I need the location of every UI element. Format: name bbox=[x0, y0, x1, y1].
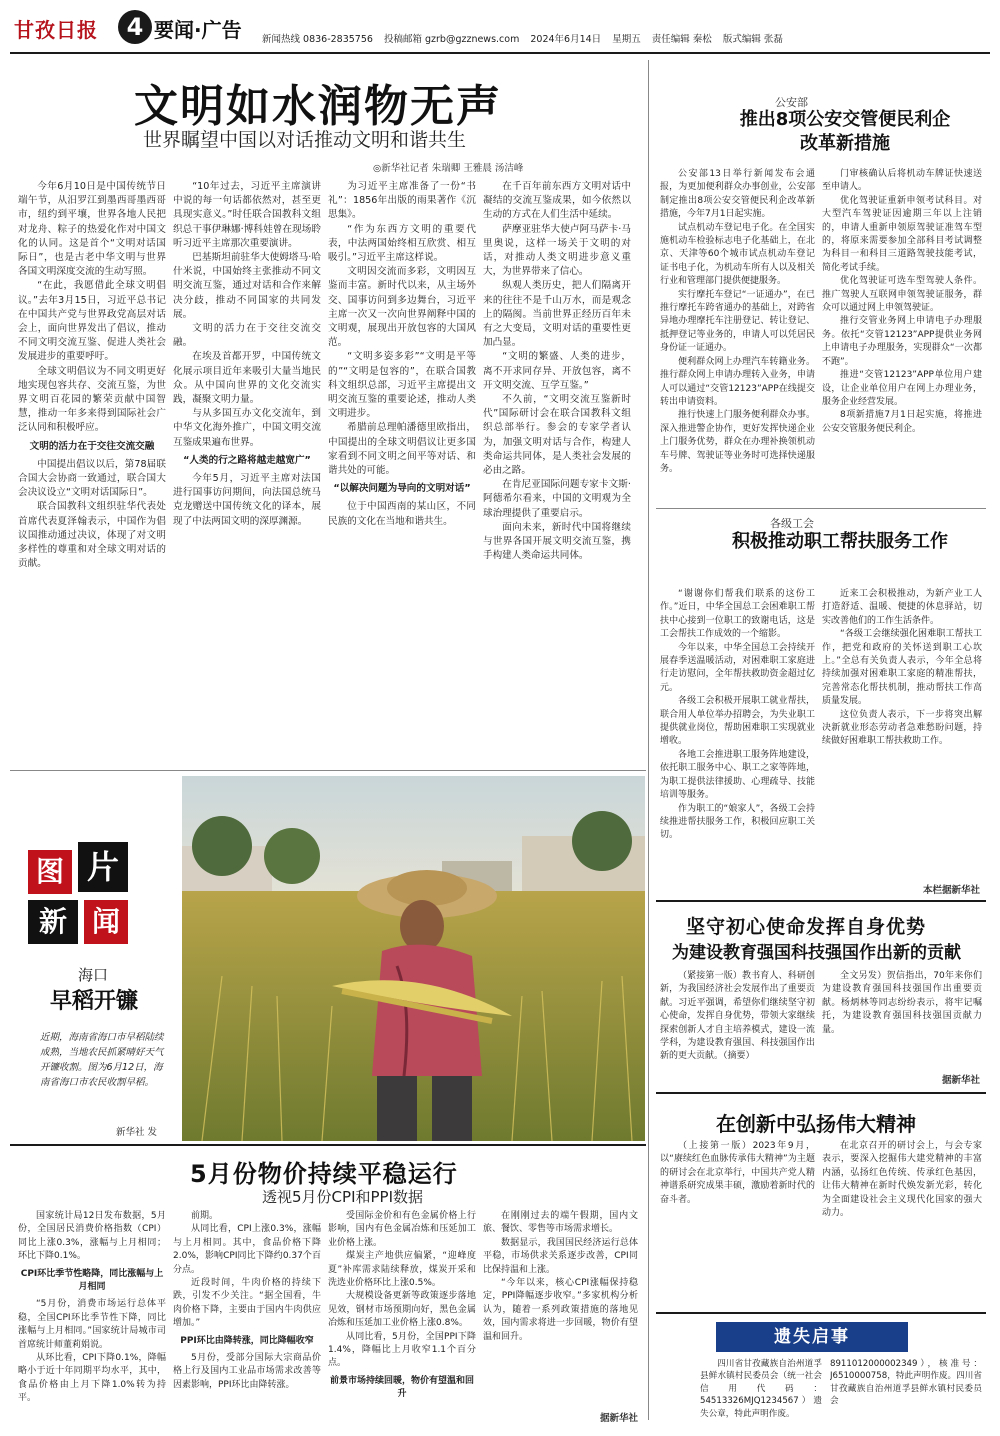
paragraph: 位于中国西南的某山区，不同民族的文化在当地和谐共生。 bbox=[328, 501, 476, 527]
lost-notice-title: 遗失启事 bbox=[716, 1322, 908, 1352]
issue-weekday: 星期五 bbox=[612, 34, 641, 45]
education-title-line-1: 坚守初心使命发挥自身优势 bbox=[686, 916, 927, 938]
paragraph: 公安部13日举行新闻发布会通报，为更加便利群众办事创业，公安部制定推出8项公安交管便民利企改革新措施，今年7月1日起实施。 bbox=[660, 169, 815, 220]
photo-news-caption: 近期，海南省海口市早稻陆续成熟，当地农民抓紧晴好天气开镰收割。图为6月12日，海南省海口市农民收割早稻。 bbox=[40, 1032, 164, 1088]
paragraph: 数据显示，我国国民经济运行总体平稳，市场供求关系逐步改善，CPI同比保持温和上涨。 bbox=[483, 1237, 638, 1275]
paragraph: “谢谢你们帮我们联系的这份工作。”近日，中华全国总工会困难职工帮扶中心接到一位职工的致谢电话，这是工会帮扶工作成效的一个缩影。 bbox=[660, 589, 815, 640]
paragraph: 前期。 bbox=[191, 1211, 219, 1221]
union-title: 积极推动职工帮扶服务工作 bbox=[732, 531, 948, 552]
paragraph: 中国提出倡议以后，第78届联合国大会协商一致通过，联合国大会决议设立“文明对话国际日”。 bbox=[18, 458, 166, 499]
cpi-column-1 bbox=[18, 1210, 166, 1424]
paragraph: 在肯尼亚国际问题专家卡文斯·阿德希尔看来，中国的文明观为全球治理提供了重要启示。 bbox=[483, 479, 631, 519]
lead-story-subtitle: 世界瞩望中国以对话推动文明和谐共生 bbox=[143, 129, 467, 151]
paragraph: “5月份，消费市场运行总体平稳，全国CPI环比季节性下降，同比涨幅与上月相同。”国家统计局城市司首席统计师董莉娟说。 bbox=[18, 1299, 166, 1350]
paragraph: 今年6月10日是中国传统节日端午节，从汨罗江到墨西哥墨西哥市，纽约到平壤，世界各地人民把对龙舟、粽子的热爱化作对中国文化的认同。这是首个“文明对话国际日”，也是古老中华文明与世界各国文明深度交流的生动写照。 bbox=[18, 181, 166, 278]
paragraph: 在北京召开的研讨会上，与会专家表示，要深入挖掘伟大建党精神的丰富内涵，弘扬红色传统、传承红色基因，让伟大精神在新时代焕发新光彩，转化为全面建设社会主义现代化国家的强大动力。 bbox=[822, 1141, 982, 1219]
paragraph: 门审核确认后将机动车牌证快速送至申请人。 bbox=[822, 169, 982, 193]
contribution-email: 投稿邮箱 gzrb@gzznews.com bbox=[383, 34, 520, 45]
harvest-photo bbox=[182, 776, 645, 1141]
paragraph: 在千百年前东西方文明对话中凝结的交流互鉴成果，如今依然以生动的方式在人们生活中延续。 bbox=[483, 181, 631, 221]
paragraph: 今年以来，中华全国总工会持续开展春季送温暖活动，对困难职工家庭进行走访慰问，全年帮扶救助资金超过亿元。 bbox=[660, 642, 815, 693]
union-kicker: 各级工会 bbox=[770, 517, 814, 530]
paragraph: 大规模设备更新等政策逐步落地见效，钢材市场预期向好，黑色金属冶炼和压延加工业价格上涨0.8%。 bbox=[328, 1291, 476, 1329]
newspaper-logo: 甘孜日报 bbox=[14, 18, 98, 42]
police-title: 推出8项公安交管便民利企改革新措施 bbox=[739, 109, 951, 154]
layout-editor: 版式编辑 张磊 bbox=[722, 34, 783, 45]
lead-story-column-2 bbox=[173, 180, 321, 760]
paragraph: （上接第一版）2023年9月，以“赓续红色血脉传承伟大精神”为主题的研讨会在北京举行，中国共产党人精神谱系研究成果丰硕，激励着新时代的奋斗者。 bbox=[660, 1141, 815, 1205]
union-column-1 bbox=[660, 588, 815, 894]
masthead-meta bbox=[262, 31, 791, 45]
column-divider bbox=[648, 60, 649, 1420]
lead-story-column-3 bbox=[328, 180, 476, 760]
paragraph: 受国际金价和有色金属价格上行影响，国内有色金属冶炼和压延加工业价格上涨。 bbox=[328, 1211, 476, 1248]
union-credit: 本栏据新华社 bbox=[922, 885, 980, 896]
paragraph: 不久前，“文明交流互鉴新时代”国际研讨会在联合国教科文组织总部举行。参会的专家学者认为，加强文明对话与合作，构建人类命运共同体，是人类社会发展的必由之路。 bbox=[483, 394, 631, 477]
news-hotline: 新闻热线 0836-2835756 bbox=[262, 34, 373, 45]
cpi-column-4 bbox=[483, 1210, 638, 1406]
paragraph: 优化驾驶证可选车型驾驶人条件。推广驾驶人互联网申领驾驶证服务，群众可以通过网上申领驾驶证。 bbox=[822, 276, 982, 314]
photo-news-badge bbox=[28, 842, 138, 952]
photo-news-place: 海口 bbox=[78, 966, 109, 984]
lost-notice-column-1 bbox=[700, 1358, 822, 1418]
education-title-line-2: 为建设教育强国科技强国作出新的贡献 bbox=[672, 943, 961, 963]
section-subheading: “人类的行之路将越走越宽广” bbox=[183, 454, 311, 466]
section-name: 要闻·广告 bbox=[154, 18, 242, 42]
innovation-column-2 bbox=[822, 1140, 982, 1306]
paragraph: （紧接第一版）教书育人、科研创新，为我国经济社会发展作出了重要贡献。习近平强调，希望你们继续坚守初心使命，发挥自身优势，带领大家继续探索创新人才自主培养模式，建设一流学科，为建设教育强国、科技强国作出新的更大贡献。（摘要） bbox=[660, 971, 815, 1062]
section-subheading: PPI环比由降转涨，同比降幅收窄 bbox=[180, 1335, 314, 1346]
cpi-column-2 bbox=[173, 1210, 321, 1424]
paragraph: 5月份，受部分国际大宗商品价格上行及国内工业品市场需求改善等因素影响，PPI环比由降转涨。 bbox=[173, 1353, 321, 1390]
paragraph: 全球文明倡议为不同文明更好地实现包容共存、交流互鉴，为世界文明百花园的繁荣贡献中国智慧，推动一年多来得到国际社会广泛认同和积极呼应。 bbox=[18, 365, 166, 434]
innovation-title: 在创新中弘扬伟大精神 bbox=[716, 1112, 916, 1136]
lost-notice-column-2 bbox=[830, 1358, 982, 1418]
photo-news-title: 早稻开镰 bbox=[50, 989, 139, 1014]
masthead-divider bbox=[10, 52, 990, 54]
lead-story-title: 文明如水润物无声 bbox=[134, 81, 502, 132]
paragraph: 推行快速上门服务便利群众办事。深入推进警企协作，更好发挥快递企业上门服务优势，群众在办理补换领机动车号牌、驾驶证等业务时可选择快递服务。 bbox=[660, 410, 815, 474]
lead-story-byline: ◎新华社记者 朱瑞卿 王雅晨 汤洁峰 bbox=[373, 163, 524, 174]
paragraph: 这位负责人表示，下一步将突出解决新就业形态劳动者急难愁盼问题，持续做好困难职工帮扶救助工作。 bbox=[822, 709, 982, 747]
badge-tile: 片 bbox=[78, 842, 128, 892]
paragraph: 纵观人类历史，把人们隔离开来的往往不是千山万水，而是观念上的隔阂。当前世界正经历百年未有之大变局，文明对话的重要性更加凸显。 bbox=[483, 280, 631, 349]
section-divider bbox=[656, 1312, 986, 1314]
paragraph: 便利群众网上办理汽车转籍业务。推行群众网上申请办理转入业务，申请人可以通过“交管12123”APP在线提交转出申请资料。 bbox=[660, 356, 815, 407]
section-divider bbox=[10, 770, 646, 771]
paragraph: 萨摩亚驻华大使卢阿马萨卡·马里奥说，这样一场关于文明的对话，对推动人类文明进步意义重大，为世界带来了信心。 bbox=[483, 223, 631, 278]
paragraph: 巴基斯坦前驻华大使姆塔马·哈什米说，中国始终主张推动不同文明交流互鉴，通过对话和合作来解决分歧，推动不同国家的共同发展。 bbox=[173, 252, 321, 320]
paragraph: 在刚刚过去的端午假期，国内文旅、餐饮、零售等市场需求增长。 bbox=[483, 1211, 638, 1235]
paragraph: 实行摩托车登记“一证通办”，在已推行摩托车跨省通办的基础上，对跨省异地办理摩托车注册登记、转让登记、抵押登记等业务的，申请人可以凭居民身份证一证通办。 bbox=[660, 289, 815, 354]
paragraph: 文明的活力在于交往交流交融。 bbox=[173, 323, 321, 349]
issue-date: 2024年6月14日 bbox=[530, 34, 602, 45]
paragraph: “各级工会继续强化困难职工帮扶工作，把党和政府的关怀送到职工心坎上。”全总有关负责人表示，今年全总将持续加强对困难职工家庭的精准帮扶，完善常态化帮扶机制，推动帮扶工作高质量发展。 bbox=[822, 629, 982, 707]
paragraph: 优化驾驶证重新申领考试科目。对大型汽车驾驶证因逾期三年以上注销的，申请人重新申领原驾驶证准驾车型的，将原来需要参加全部科目考试调整为科目一和科目三道路驾驶技能考试，简化考试手续。 bbox=[822, 195, 982, 273]
paragraph: “今年以来，核心CPI涨幅保持稳定，PPI降幅逐步收窄。”多家机构分析认为，随着一系列政策措施的落地见效，国内需求将进一步回暖，物价有望温和回升。 bbox=[483, 1278, 638, 1342]
education-credit: 据新华社 bbox=[941, 1075, 980, 1086]
innovation-column-1 bbox=[660, 1140, 815, 1306]
police-column-1 bbox=[660, 168, 815, 504]
paragraph: 8项新措施7月1日起实施，将推进公安交管服务便民利企。 bbox=[822, 410, 982, 434]
paragraph: 推进“交管12123”APP单位用户建设，让企业单位用户在网上办理业务，服务企业经营发展。 bbox=[822, 370, 982, 407]
cpi-title: 5月份物价持续平稳运行 bbox=[190, 1160, 458, 1188]
education-column-1 bbox=[660, 970, 815, 1082]
paragraph: 推行交管业务网上申请电子办理服务。依托“交管12123”APP提供业务网上申请电子办理服务，实现群众“一次都不跑”。 bbox=[822, 316, 982, 367]
section-subheading: 前景市场持续回暖，物价有望温和回升 bbox=[329, 1375, 474, 1400]
paragraph: 全文另发）贺信指出，70年来你们为建设教育强国科技强国作出重要贡献。杨炳林等同志纷纷表示，将牢记嘱托，为建设教育强国科技强国贡献力量。 bbox=[822, 971, 982, 1035]
badge-tile: 图 bbox=[28, 850, 72, 894]
paragraph: “10年过去，习近平主席演讲中说的每一句话都依然对，甚至更具现实意义。”时任联合国教科文组织总干事伊琳娜·博科娃曾在现场聆听习近平主席那次重要演讲。 bbox=[173, 181, 321, 249]
paragraph: 希腊前总理帕潘德里欧指出，中国提出的全球文明倡议让更多国家看到不同文明之间平等对话、和谐共处的可能。 bbox=[328, 422, 476, 477]
paragraph: “作为东西方文明的重要代表，中法两国始终相互欣赏、相互吸引。”习近平主席这样说。 bbox=[328, 223, 476, 264]
paragraph: 各地工会推进职工服务阵地建设，依托职工服务中心、职工之家等阵地，为职工提供法律援助、心理疏导、技能培训等服务。 bbox=[660, 749, 815, 801]
page-number-badge: 4 bbox=[118, 10, 152, 44]
section-divider bbox=[10, 1144, 646, 1146]
paragraph: 联合国教科文组织驻华代表处首席代表夏泽翰表示，中国作为倡议国推动通过决议，体现了对文明多样性的尊重和对全球文明对话的贡献。 bbox=[18, 501, 166, 570]
paragraph: 煤炭主产地供应偏紧，“迎峰度夏”补库需求陆续释放，煤炭开采和洗选业价格环比上涨0.5%。 bbox=[328, 1251, 476, 1289]
badge-tile: 新 bbox=[28, 900, 78, 944]
section-divider bbox=[656, 1092, 986, 1094]
paragraph: “文明多姿多彩”“文明是平等的”“文明是包容的”，在联合国教科文组织总部，习近平主席提出文明交流互鉴的重要论述，推动人类文明进步。 bbox=[328, 351, 476, 420]
paragraph: 从同比看，5月份，全国PPI下降1.4%，降幅比上月收窄1.1个百分点。 bbox=[328, 1331, 476, 1369]
paragraph: 从同比看，CPI上涨0.3%，涨幅与上月相同。其中，食品价格下降2.0%，影响CPI同比下降约0.37个百分点。 bbox=[173, 1224, 321, 1275]
badge-tile: 闻 bbox=[84, 900, 128, 944]
paragraph: 面向未来，新时代中国将继续与世界各国开展文明交流互鉴，携手构建人类命运共同体。 bbox=[483, 521, 631, 562]
cpi-subtitle: 透视5月份CPI和PPI数据 bbox=[262, 1188, 424, 1206]
lead-story-column-1 bbox=[18, 180, 166, 760]
section-subheading: “以解决问题为导向的文明对话” bbox=[333, 483, 471, 495]
paragraph: 从环比看，CPI下降0.1%，降幅略小于近十年同期平均水平，其中，食品价格由上月下降1.0%转为持平。 bbox=[18, 1353, 166, 1404]
paragraph: 8911012000002349），核准号：J6510000758，特此声明作废。四川省甘孜藏族自治州道孚县鲜水镇村民委员会 bbox=[830, 1359, 982, 1407]
photo-news-credit: 新华社 发 bbox=[116, 1127, 158, 1138]
paragraph: 今年5月，习近平主席对法国进行国事访问期间，向法国总统马克龙赠送中国传统文化的译本，展现了中法两国文明的深厚渊源。 bbox=[173, 473, 321, 527]
paragraph: “文明的繁盛、人类的进步，离不开求同存异、开放包容，离不开文明交流、互学互鉴。” bbox=[483, 351, 631, 391]
responsible-editor: 责任编辑 秦松 bbox=[651, 34, 712, 45]
paragraph: 文明因交流而多彩，文明因互鉴而丰富。新时代以来，从主场外交、国事访问到多边舞台，习近平主席一次又一次向世界阐释中国的文明观，展现出开放包容的大国风范。 bbox=[328, 266, 476, 349]
paragraph: 近段时间，牛肉价格的持续下跌，引发不少关注。“据全国看，牛肉价格下降，主要由于国内牛肉供应增加。” bbox=[173, 1278, 321, 1329]
section-divider bbox=[656, 900, 986, 902]
paragraph: “在此，我愿借此全球文明倡议。”去年3月15日，习近平总书记在中国共产党与世界政党高层对话会上，面向世界发出了倡议，推动不同文明交流互鉴、促进人类社会发展进步的重要呼吁。 bbox=[18, 280, 166, 363]
paragraph: 在埃及首都开罗，中国传统文化展示项目近年来吸引大量当地民众。从中国向世界的文化交流实践，凝聚文明力量。 bbox=[173, 351, 321, 406]
police-column-2 bbox=[822, 168, 982, 504]
paragraph: 为习近平主席准备了一份“书礼”：1856年出版的雨果著作《沉思集》。 bbox=[328, 181, 476, 221]
paragraph: 各级工会积极开展职工就业帮扶，联合用人单位举办招聘会，为失业职工提供就业岗位，帮助困难职工实现就业增收。 bbox=[660, 696, 815, 747]
paragraph: 试点机动车登记电子化。在全国实施机动车检验标志电子化基础上，在北京、天津等60个城市试点机动车登记证书电子化，为机动车所有人以及相关行业和管理部门提供便捷服务。 bbox=[660, 222, 815, 287]
section-subheading: 文明的活力在于交往交流交融 bbox=[29, 440, 155, 452]
cpi-column-3 bbox=[328, 1210, 476, 1424]
harvest-photo-illustration bbox=[182, 776, 645, 1141]
paragraph: 国家统计局12日发布数据，5月份，全国居民消费价格指数（CPI）同比上涨0.3%，涨幅与上月相同；环比下降0.1%。 bbox=[18, 1211, 166, 1262]
cpi-credit: 据新华社 bbox=[599, 1413, 638, 1424]
education-column-2 bbox=[822, 970, 982, 1070]
paragraph: 与从多国互办文化交流年，到中华文化海外推广，中国文明交流互鉴成果遍布世界。 bbox=[173, 408, 321, 448]
union-column-2 bbox=[822, 588, 982, 880]
paragraph: 四川省甘孜藏族自治州道孚县鲜水镇村民委员会（统一社会信用代码：54513326MJQ1234567）遗失公章，特此声明作废。 bbox=[700, 1359, 822, 1418]
lead-story-column-4 bbox=[483, 180, 631, 760]
paragraph: 作为职工的“娘家人”，各级工会持续推进帮扶服务工作，积极回应职工关切。 bbox=[660, 803, 815, 841]
police-kicker: 公安部 bbox=[775, 96, 808, 109]
section-subheading: CPI环比季节性略降，同比涨幅与上月相同 bbox=[20, 1268, 164, 1293]
section-divider bbox=[656, 508, 986, 509]
paragraph: 近来工会积极推动，为新产业工人打造舒适、温暖、便捷的休息驿站，切实改善他们的工作生活条件。 bbox=[822, 589, 982, 626]
